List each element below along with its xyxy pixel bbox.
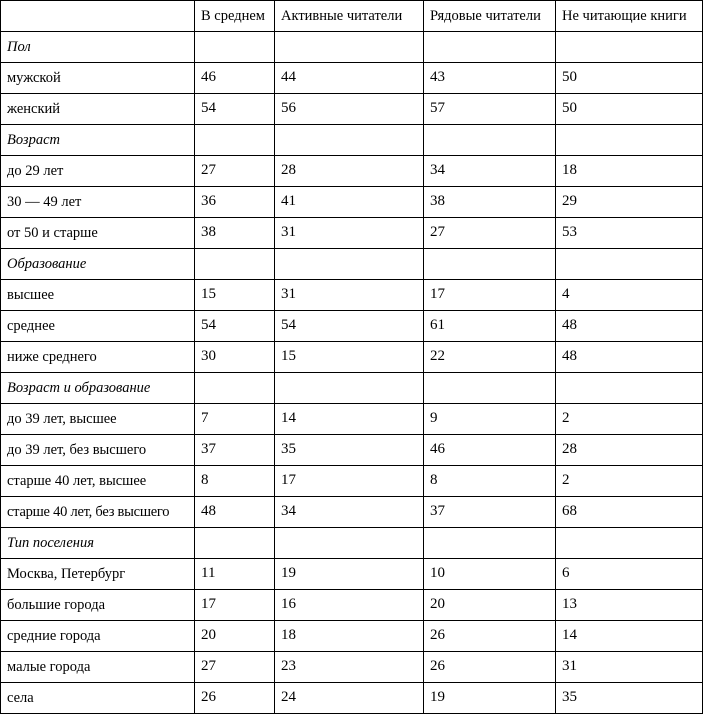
table-row (1, 404, 703, 435)
value-cell-active: 31 (275, 280, 424, 311)
value-cell-ordinary: 17 (424, 280, 556, 311)
row-label: малые города (1, 652, 195, 683)
value-cell-active: 34 (275, 497, 424, 528)
value-cell-active: 16 (275, 590, 424, 621)
value-cell-average (195, 249, 275, 280)
row-label: средние города (1, 621, 195, 652)
value-cell-active: 24 (275, 683, 424, 714)
row-label: старше 40 лет, высшее (1, 466, 195, 497)
row-label: до 39 лет, без высшего (1, 435, 195, 466)
value-cell-nonread (556, 32, 703, 63)
value-cell-ordinary (424, 373, 556, 404)
value-cell-active: 14 (275, 404, 424, 435)
value-cell-ordinary: 8 (424, 466, 556, 497)
value-cell-active (275, 32, 424, 63)
value-cell-ordinary (424, 249, 556, 280)
section-label: Пол (1, 32, 195, 63)
value-cell-ordinary: 57 (424, 94, 556, 125)
table-row (1, 590, 703, 621)
value-cell-ordinary: 10 (424, 559, 556, 590)
value-cell-average: 17 (195, 590, 275, 621)
value-cell-nonread: 2 (556, 404, 703, 435)
value-cell-active: 15 (275, 342, 424, 373)
value-cell-average: 54 (195, 94, 275, 125)
section-label: Тип поселения (1, 528, 195, 559)
value-cell-nonread: 13 (556, 590, 703, 621)
value-cell-active: 56 (275, 94, 424, 125)
value-cell-average: 26 (195, 683, 275, 714)
section-header-row (1, 125, 703, 156)
column-header-active: Активные читатели (275, 1, 424, 32)
value-cell-nonread: 31 (556, 652, 703, 683)
value-cell-ordinary (424, 528, 556, 559)
value-cell-average: 36 (195, 187, 275, 218)
value-cell-average: 20 (195, 621, 275, 652)
value-cell-ordinary: 9 (424, 404, 556, 435)
section-label: Возраст и образование (1, 373, 195, 404)
row-label: высшее (1, 280, 195, 311)
value-cell-active: 41 (275, 187, 424, 218)
value-cell-nonread: 6 (556, 559, 703, 590)
value-cell-nonread: 48 (556, 311, 703, 342)
value-cell-average (195, 32, 275, 63)
value-cell-nonread (556, 528, 703, 559)
value-cell-nonread: 35 (556, 683, 703, 714)
table-header (1, 1, 703, 32)
table-header-row (1, 1, 703, 32)
value-cell-ordinary: 37 (424, 497, 556, 528)
value-cell-nonread: 2 (556, 466, 703, 497)
value-cell-average: 38 (195, 218, 275, 249)
value-cell-ordinary (424, 32, 556, 63)
row-label: большие города (1, 590, 195, 621)
value-cell-average: 27 (195, 652, 275, 683)
row-label: мужской (1, 63, 195, 94)
value-cell-average: 27 (195, 156, 275, 187)
value-cell-ordinary: 22 (424, 342, 556, 373)
table-row (1, 311, 703, 342)
table-row (1, 218, 703, 249)
row-label: Москва, Петербург (1, 559, 195, 590)
row-label: ниже среднего (1, 342, 195, 373)
section-header-row (1, 528, 703, 559)
row-label: до 29 лет (1, 156, 195, 187)
value-cell-ordinary: 61 (424, 311, 556, 342)
row-label: среднее (1, 311, 195, 342)
row-label: 30 — 49 лет (1, 187, 195, 218)
value-cell-nonread: 53 (556, 218, 703, 249)
column-header-average: В среднем (195, 1, 275, 32)
value-cell-average: 11 (195, 559, 275, 590)
column-header-nonread: Не читающие книги (556, 1, 703, 32)
value-cell-ordinary: 26 (424, 621, 556, 652)
value-cell-active (275, 528, 424, 559)
value-cell-nonread: 18 (556, 156, 703, 187)
value-cell-nonread: 28 (556, 435, 703, 466)
value-cell-active: 17 (275, 466, 424, 497)
table-row (1, 621, 703, 652)
section-header-row (1, 373, 703, 404)
value-cell-average: 30 (195, 342, 275, 373)
value-cell-average: 48 (195, 497, 275, 528)
table-row (1, 342, 703, 373)
value-cell-nonread: 4 (556, 280, 703, 311)
value-cell-ordinary: 26 (424, 652, 556, 683)
value-cell-active: 35 (275, 435, 424, 466)
column-header-ordinary: Рядовые читатели (424, 1, 556, 32)
table-row (1, 280, 703, 311)
table-row (1, 683, 703, 714)
table-row (1, 652, 703, 683)
value-cell-nonread: 50 (556, 63, 703, 94)
value-cell-average: 8 (195, 466, 275, 497)
value-cell-ordinary (424, 125, 556, 156)
table-row (1, 466, 703, 497)
value-cell-average: 37 (195, 435, 275, 466)
value-cell-ordinary: 20 (424, 590, 556, 621)
value-cell-nonread: 68 (556, 497, 703, 528)
value-cell-nonread (556, 373, 703, 404)
value-cell-average: 46 (195, 63, 275, 94)
value-cell-active: 28 (275, 156, 424, 187)
section-label: Образование (1, 249, 195, 280)
row-label: села (1, 683, 195, 714)
table-body (1, 32, 703, 714)
value-cell-nonread (556, 125, 703, 156)
column-header-label (1, 1, 195, 32)
value-cell-average (195, 373, 275, 404)
section-header-row (1, 32, 703, 63)
value-cell-nonread: 14 (556, 621, 703, 652)
value-cell-average (195, 528, 275, 559)
value-cell-ordinary: 38 (424, 187, 556, 218)
value-cell-average: 7 (195, 404, 275, 435)
row-label: от 50 и старше (1, 218, 195, 249)
value-cell-ordinary: 43 (424, 63, 556, 94)
row-label: женский (1, 94, 195, 125)
value-cell-average: 15 (195, 280, 275, 311)
value-cell-active: 44 (275, 63, 424, 94)
section-label: Возраст (1, 125, 195, 156)
table-row (1, 156, 703, 187)
value-cell-average (195, 125, 275, 156)
value-cell-active: 18 (275, 621, 424, 652)
value-cell-ordinary: 34 (424, 156, 556, 187)
value-cell-active: 19 (275, 559, 424, 590)
table-row (1, 63, 703, 94)
value-cell-active: 31 (275, 218, 424, 249)
row-label: старше 40 лет, без высшего (1, 497, 195, 528)
value-cell-ordinary: 19 (424, 683, 556, 714)
value-cell-ordinary: 46 (424, 435, 556, 466)
table-row (1, 559, 703, 590)
value-cell-active (275, 125, 424, 156)
value-cell-active: 54 (275, 311, 424, 342)
row-label: до 39 лет, высшее (1, 404, 195, 435)
value-cell-nonread (556, 249, 703, 280)
table-row (1, 497, 703, 528)
section-header-row (1, 249, 703, 280)
table-row (1, 94, 703, 125)
value-cell-ordinary: 27 (424, 218, 556, 249)
value-cell-active (275, 373, 424, 404)
value-cell-active: 23 (275, 652, 424, 683)
table-row (1, 187, 703, 218)
value-cell-average: 54 (195, 311, 275, 342)
value-cell-nonread: 29 (556, 187, 703, 218)
value-cell-nonread: 50 (556, 94, 703, 125)
value-cell-active (275, 249, 424, 280)
value-cell-nonread: 48 (556, 342, 703, 373)
table-row (1, 435, 703, 466)
